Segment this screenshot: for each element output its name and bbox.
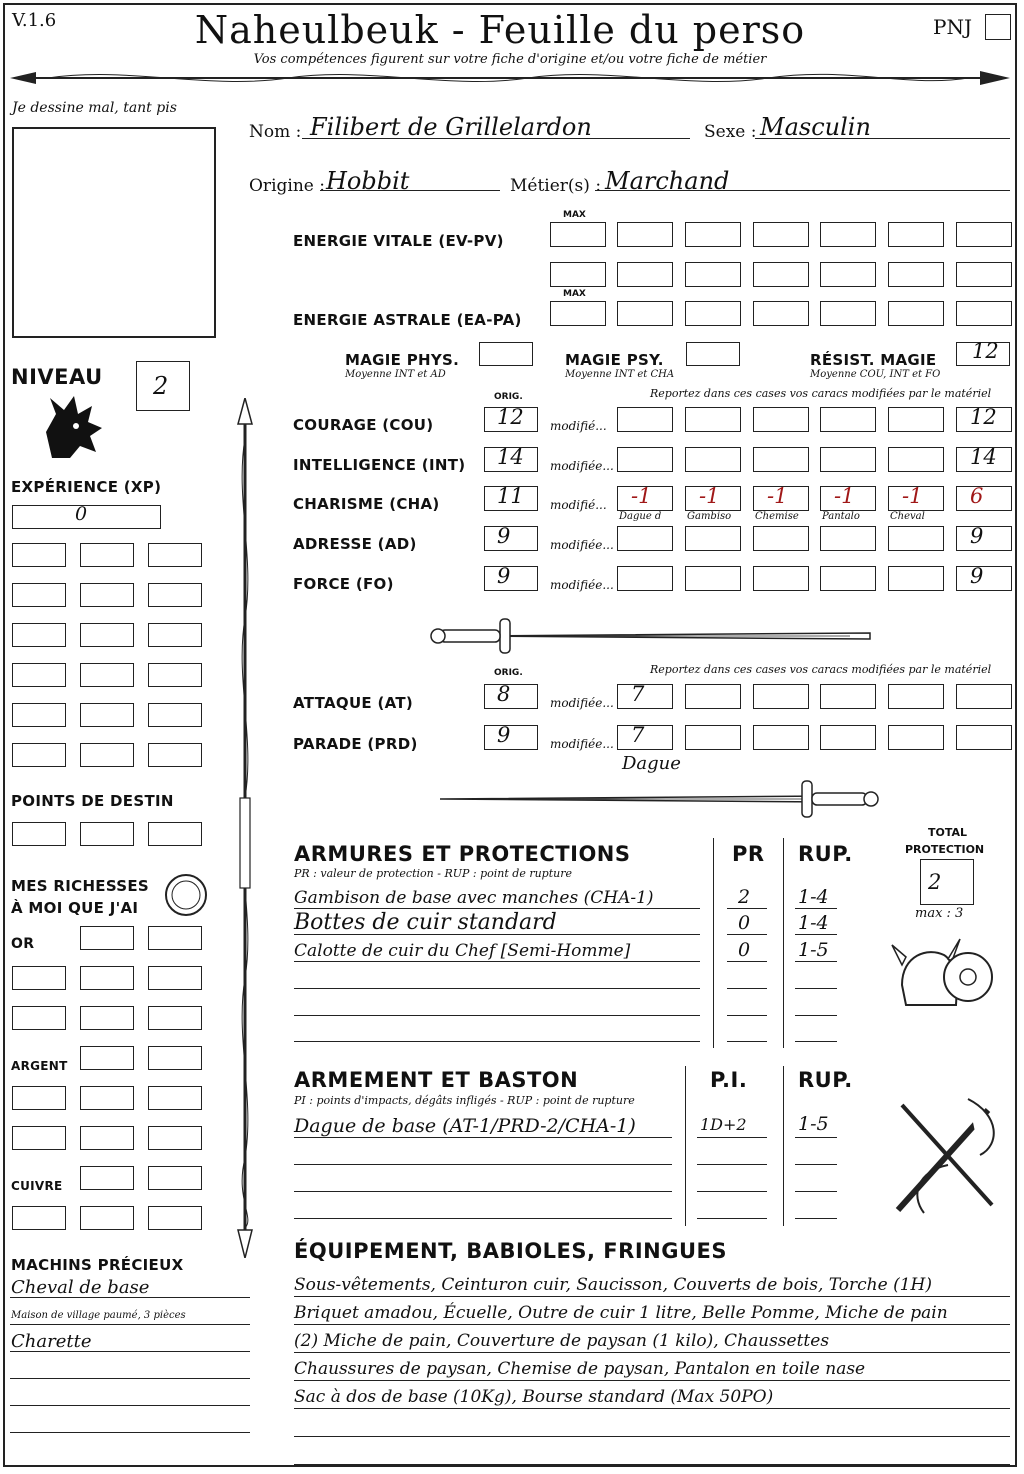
weapon-item-0[interactable]: Dague de base (AT-1/PRD-2/CHA-1) — [294, 1115, 636, 1137]
ea-box-2[interactable] — [617, 301, 673, 326]
armor-pr-line-5 — [727, 1041, 767, 1042]
resist-magie-label: RÉSIST. MAGIE — [810, 351, 937, 369]
money-cell-4-2[interactable] — [148, 1086, 202, 1110]
at-mod-label: modifiée... — [550, 696, 614, 710]
ev-box-3[interactable] — [685, 222, 741, 247]
armor-pr-line-2 — [727, 961, 767, 962]
armor-rup-line-1 — [795, 934, 837, 935]
at-cell-3[interactable] — [820, 684, 876, 709]
at-cell-0[interactable] — [617, 684, 673, 709]
ea-box-5[interactable] — [820, 301, 876, 326]
destin-label: POINTS DE DESTIN — [11, 792, 174, 810]
armor-rup-0: 1-4 — [798, 886, 829, 908]
weapon-line-1 — [294, 1164, 672, 1165]
magie-phys-note: Moyenne INT et AD — [345, 369, 446, 380]
sexe-value[interactable]: Masculin — [760, 113, 871, 141]
carac-label-2: CHARISME (CHA) — [293, 495, 440, 513]
carac-cell-value-3-5: 9 — [970, 524, 984, 548]
equip-line-6 — [294, 1464, 1010, 1465]
spear-divider-top — [8, 66, 1012, 90]
destin-box-1[interactable] — [80, 822, 134, 846]
magie-psy-label: MAGIE PSY. — [565, 351, 664, 369]
equip-line-5 — [294, 1436, 1010, 1437]
carac-orig-value-1: 14 — [497, 445, 524, 469]
cha-note-2: Chemise — [755, 511, 799, 522]
carac-orig-box-4[interactable] — [484, 566, 538, 591]
resist-magie-note: Moyenne COU, INT et FO — [810, 369, 941, 380]
nom-label: Nom : — [249, 122, 302, 142]
armor-pr-line-0 — [727, 908, 767, 909]
ea-max-label: MAX — [563, 289, 586, 299]
metier-value[interactable]: Marchand — [605, 167, 730, 195]
carac-cell-4-5[interactable] — [956, 566, 1012, 591]
equip-line-0 — [294, 1296, 1010, 1297]
ea-box-7[interactable] — [956, 301, 1012, 326]
prd-cell-5[interactable] — [956, 725, 1012, 750]
equip-item-1[interactable]: Briquet amadou, Écuelle, Outre de cuir 1 litre, Belle Pomme, Miche de pain — [294, 1303, 948, 1323]
vertical-spear-illustration — [230, 398, 260, 1258]
niveau-label: NIVEAU — [11, 365, 103, 389]
prd-cell-value-0: 7 — [631, 723, 645, 747]
ea-label: ENERGIE ASTRALE (EA-PA) — [293, 311, 522, 329]
carac-cell-0-0[interactable] — [617, 407, 673, 432]
carac-cell-3-0[interactable] — [617, 526, 673, 551]
weapon-pi-line-2 — [697, 1191, 767, 1192]
xp-cell-1-0[interactable] — [12, 583, 66, 607]
armor-rup-1: 1-4 — [798, 912, 829, 934]
weapon-pi-0: 1D+2 — [700, 1115, 747, 1134]
total-protection-label-1: TOTAL — [928, 826, 968, 839]
xp-cell-2-1[interactable] — [80, 623, 134, 647]
carac-cell-4-0[interactable] — [617, 566, 673, 591]
carac-cell-4-2[interactable] — [753, 566, 809, 591]
equip-line-1 — [294, 1324, 1010, 1325]
carac-cell-value-2-1: -1 — [699, 484, 720, 508]
combat-weapon-note: Dague — [622, 753, 681, 774]
ev2-box-6[interactable] — [888, 262, 944, 287]
carac-cell-value-2-3: -1 — [834, 484, 855, 508]
armor-rup-2: 1-5 — [798, 939, 829, 961]
carac-mod-label-3: modifiée... — [550, 538, 614, 552]
carac-cell-4-1[interactable] — [685, 566, 741, 591]
weapons-pi-header: P.I. — [710, 1068, 748, 1092]
machins-line-4 — [10, 1378, 250, 1379]
prd-cell-2[interactable] — [753, 725, 809, 750]
at-orig-box[interactable] — [484, 684, 538, 709]
at-orig-value: 8 — [497, 682, 511, 706]
ev-box-2[interactable] — [617, 222, 673, 247]
machins-line-1 — [10, 1297, 250, 1298]
equip-item-4[interactable]: Sac à dos de base (10Kg), Bourse standard (Max 50PO) — [294, 1387, 774, 1407]
carac-orig-value-4: 9 — [497, 564, 511, 588]
carac-orig-label: ORIG. — [494, 392, 523, 402]
sheet-subtitle: Vos compétences figurent sur votre fiche d'origine et/ou votre fiche de métier — [253, 52, 767, 67]
carac-cell-3-4[interactable] — [888, 526, 944, 551]
equip-item-0[interactable]: Sous-vêtements, Ceinturon cuir, Saucisson, Couverts de bois, Torche (1H) — [294, 1275, 932, 1295]
protection-max-note: max : 3 — [915, 906, 964, 921]
armor-rup-line-2 — [795, 961, 837, 962]
at-cell-4[interactable] — [888, 684, 944, 709]
armor-line-4 — [294, 1015, 700, 1016]
ev2-box-4[interactable] — [753, 262, 809, 287]
cha-note-3: Pantalo — [822, 511, 860, 522]
weapon-rup-line-2 — [795, 1191, 837, 1192]
xp-cell-3-0[interactable] — [12, 663, 66, 687]
armor-item-2[interactable]: Calotte de cuir du Chef [Semi-Homme] — [294, 941, 631, 961]
weapon-rup-0: 1-5 — [798, 1113, 829, 1135]
ev2-box-2[interactable] — [617, 262, 673, 287]
portrait-caption: Je dessine mal, tant pis — [12, 100, 177, 116]
xp-cell-5-1[interactable] — [80, 743, 134, 767]
sexe-label: Sexe : — [704, 122, 757, 142]
at-cell-2[interactable] — [753, 684, 809, 709]
ev-label: ENERGIE VITALE (EV-PV) — [293, 232, 504, 250]
armor-pr-line-1 — [727, 934, 767, 935]
money-cell-7-1[interactable] — [80, 1206, 134, 1230]
armor-item-0[interactable]: Gambison de base avec manches (CHA-1) — [294, 888, 654, 908]
equip-line-2 — [294, 1352, 1010, 1353]
xp-label: EXPÉRIENCE (XP) — [11, 478, 162, 496]
ev-box-4[interactable] — [753, 222, 809, 247]
money-cell-6-2[interactable] — [148, 1166, 202, 1190]
carac-mod-label-2: modifié... — [550, 498, 607, 512]
carac-label-1: INTELLIGENCE (INT) — [293, 456, 466, 474]
armor-pr-line-4 — [727, 1015, 767, 1016]
carac-label-0: COURAGE (COU) — [293, 416, 434, 434]
carac-cell-value-4-5: 9 — [970, 564, 984, 588]
carac-cell-0-3[interactable] — [820, 407, 876, 432]
carac-orig-value-2: 11 — [497, 484, 524, 508]
carac-cell-0-4[interactable] — [888, 407, 944, 432]
ev2-box-7[interactable] — [956, 262, 1012, 287]
armor-pr-1: 0 — [738, 912, 751, 934]
carac-cell-1-0[interactable] — [617, 447, 673, 472]
sheet-title: Naheulbeuk - Feuille du perso — [194, 8, 806, 52]
dragon-icon — [40, 392, 106, 464]
carac-report-note: Reportez dans ces cases vos caracs modifiées par le matériel — [650, 387, 992, 400]
cha-note-0: Dague d — [619, 511, 662, 522]
xp-cell-5-2[interactable] — [148, 743, 202, 767]
cha-note-1: Gambiso — [687, 511, 732, 522]
money-cell-7-0[interactable] — [12, 1206, 66, 1230]
carac-cell-value-2-4: -1 — [902, 484, 923, 508]
prd-label: PARADE (PRD) — [293, 735, 418, 753]
xp-cell-4-0[interactable] — [12, 703, 66, 727]
xp-cell-0-0[interactable] — [12, 543, 66, 567]
cuivre-label: CUIVRE — [11, 1179, 63, 1193]
armor-rup-header: RUP. — [798, 842, 853, 866]
money-cell-5-1[interactable] — [80, 1126, 134, 1150]
weapon-pi-line-3 — [697, 1218, 767, 1219]
weapon-line-3 — [294, 1218, 672, 1219]
ev-box-7[interactable] — [956, 222, 1012, 247]
weapon-line-0 — [294, 1137, 672, 1138]
carac-orig-value-3: 9 — [497, 524, 511, 548]
carac-cell-0-1[interactable] — [685, 407, 741, 432]
pnj-checkbox[interactable] — [985, 14, 1011, 40]
carac-orig-value-0: 12 — [497, 405, 524, 429]
weapons-rup-header: RUP. — [798, 1068, 853, 1092]
armor-rup-line-3 — [795, 988, 837, 989]
carac-cell-0-2[interactable] — [753, 407, 809, 432]
carac-cell-1-1[interactable] — [685, 447, 741, 472]
ev-box-1[interactable] — [550, 222, 606, 247]
ev2-box-3[interactable] — [685, 262, 741, 287]
money-cell-2-0[interactable] — [12, 1006, 66, 1030]
weapons-col-sep-2 — [783, 1066, 784, 1226]
carac-label-3: ADRESSE (AD) — [293, 535, 417, 553]
carac-cell-3-3[interactable] — [820, 526, 876, 551]
armor-col-sep-1 — [713, 838, 714, 1048]
money-cell-0-2[interactable] — [148, 926, 202, 950]
armor-line-2 — [294, 961, 700, 962]
magie-phys-label: MAGIE PHYS. — [345, 351, 460, 369]
carac-cell-3-2[interactable] — [753, 526, 809, 551]
origine-label: Origine : — [249, 176, 325, 196]
xp-cell-4-1[interactable] — [80, 703, 134, 727]
carac-cell-3-5[interactable] — [956, 526, 1012, 551]
equipment-title: ÉQUIPEMENT, BABIOLES, FRINGUES — [294, 1239, 727, 1263]
armor-col-sep-2 — [783, 838, 784, 1048]
xp-cell-0-1[interactable] — [80, 543, 134, 567]
argent-label: ARGENT — [11, 1059, 68, 1073]
prd-mod-label: modifiée... — [550, 737, 614, 751]
pnj-label: PNJ — [933, 15, 972, 39]
money-cell-6-1[interactable] — [80, 1166, 134, 1190]
xp-cell-1-2[interactable] — [148, 583, 202, 607]
armor-pr-2: 0 — [738, 939, 751, 961]
at-cell-1[interactable] — [685, 684, 741, 709]
xp-cell-2-0[interactable] — [12, 623, 66, 647]
ea-box-6[interactable] — [888, 301, 944, 326]
money-cell-1-0[interactable] — [12, 966, 66, 990]
carac-mod-label-4: modifiée... — [550, 578, 614, 592]
carac-cell-4-3[interactable] — [820, 566, 876, 591]
equip-line-3 — [294, 1380, 1010, 1381]
money-cell-5-2[interactable] — [148, 1126, 202, 1150]
weapons-col-sep-1 — [685, 1066, 686, 1226]
money-cell-0-1[interactable] — [80, 926, 134, 950]
carac-orig-box-3[interactable] — [484, 526, 538, 551]
origine-value[interactable]: Hobbit — [326, 167, 410, 195]
armor-rup-line-0 — [795, 908, 837, 909]
armor-title: ARMURES ET PROTECTIONS — [294, 842, 631, 866]
magie-phys-box[interactable] — [479, 342, 533, 366]
cha-note-4: Cheval — [890, 511, 925, 522]
weapons-title: ARMEMENT ET BASTON — [294, 1068, 579, 1092]
ea-box-4[interactable] — [753, 301, 809, 326]
metier-underline — [595, 190, 1010, 191]
weapon-rup-line-0 — [795, 1137, 837, 1138]
equip-item-2[interactable]: (2) Miche de pain, Couverture de paysan (1 kilo), Chaussettes — [294, 1331, 830, 1351]
armor-line-5 — [294, 1041, 700, 1042]
money-cell-4-0[interactable] — [12, 1086, 66, 1110]
machins-item-2[interactable]: Maison de village paumé, 3 pièces — [11, 1310, 186, 1321]
weapon-line-2 — [294, 1191, 672, 1192]
money-cell-2-2[interactable] — [148, 1006, 202, 1030]
ev-box-5[interactable] — [820, 222, 876, 247]
machins-line-6 — [10, 1432, 250, 1433]
ev-max-label: MAX — [563, 210, 586, 220]
at-cell-5[interactable] — [956, 684, 1012, 709]
armor-pr-line-3 — [727, 988, 767, 989]
sword-illustration-2 — [430, 778, 880, 820]
armor-pr-header: PR — [732, 842, 765, 866]
xp-cell-3-2[interactable] — [148, 663, 202, 687]
prd-cell-4[interactable] — [888, 725, 944, 750]
prd-cell-0[interactable] — [617, 725, 673, 750]
xp-cell-2-2[interactable] — [148, 623, 202, 647]
carac-cell-value-0-5: 12 — [970, 405, 997, 429]
magie-psy-box[interactable] — [686, 342, 740, 366]
carac-cell-2-5[interactable] — [956, 486, 1012, 511]
carac-cell-1-3[interactable] — [820, 447, 876, 472]
armor-rup-line-4 — [795, 1015, 837, 1016]
prd-orig-box[interactable] — [484, 725, 538, 750]
combat-orig-label: ORIG. — [494, 668, 523, 678]
version-label: V.1.6 — [12, 10, 57, 31]
ev-box-6[interactable] — [888, 222, 944, 247]
destin-box-2[interactable] — [148, 822, 202, 846]
weapon-pi-line-1 — [697, 1164, 767, 1165]
equip-item-3[interactable]: Chaussures de paysan, Chemise de paysan, Pantalon en toile nase — [294, 1359, 866, 1379]
weapon-rup-line-3 — [795, 1218, 837, 1219]
xp-cell-1-1[interactable] — [80, 583, 134, 607]
machins-item-1[interactable]: Cheval de base — [11, 1277, 150, 1298]
at-cell-value-0: 7 — [631, 682, 645, 706]
carac-mod-label-0: modifié... — [550, 419, 607, 433]
money-cell-5-0[interactable] — [12, 1126, 66, 1150]
weapons-note: PI : points d'impacts, dégâts infligés - RUP : point de rupture — [294, 1094, 635, 1107]
carac-cell-1-4[interactable] — [888, 447, 944, 472]
xp-cell-4-2[interactable] — [148, 703, 202, 727]
equip-line-4 — [294, 1408, 1010, 1409]
machins-line-3 — [10, 1351, 250, 1352]
money-cell-2-1[interactable] — [80, 1006, 134, 1030]
carac-cell-value-2-5: 6 — [970, 484, 984, 508]
sexe-underline — [755, 138, 1010, 139]
prd-orig-value: 9 — [497, 723, 511, 747]
magie-psy-note: Moyenne INT et CHA — [565, 369, 675, 380]
carac-cell-value-2-2: -1 — [767, 484, 788, 508]
coin-icon — [163, 872, 209, 918]
at-label: ATTAQUE (AT) — [293, 694, 414, 712]
nom-underline — [302, 138, 690, 139]
origine-underline — [320, 190, 500, 191]
carac-cell-4-4[interactable] — [888, 566, 944, 591]
resist-magie-value: 12 — [972, 339, 999, 363]
armor-item-1[interactable]: Bottes de cuir standard — [294, 910, 557, 935]
money-cell-3-2[interactable] — [148, 1046, 202, 1070]
metier-label: Métier(s) : — [510, 176, 602, 196]
total-protection-value: 2 — [928, 870, 942, 894]
crossed-weapons-icon — [888, 1095, 1008, 1220]
xp-cell-3-1[interactable] — [80, 663, 134, 687]
carac-cell-value-2-0: -1 — [631, 484, 652, 508]
xp-cell-0-2[interactable] — [148, 543, 202, 567]
carac-label-4: FORCE (FO) — [293, 575, 394, 593]
armor-line-0 — [294, 908, 700, 909]
carac-cell-value-1-5: 14 — [970, 445, 997, 469]
money-cell-7-2[interactable] — [148, 1206, 202, 1230]
nom-value[interactable]: Filibert de Grillelardon — [310, 113, 592, 141]
or-label: OR — [11, 936, 35, 952]
ev-row2-box-1[interactable] — [550, 262, 606, 287]
richesses-label-2: À MOI QUE J'AI — [11, 899, 139, 917]
ea-box-3[interactable] — [685, 301, 741, 326]
armor-line-3 — [294, 988, 700, 989]
machins-line-2 — [10, 1324, 250, 1325]
total-protection-label-2: PROTECTION — [905, 843, 985, 856]
destin-box-0[interactable] — [12, 822, 66, 846]
weapon-pi-line-0 — [697, 1137, 767, 1138]
carac-cell-3-1[interactable] — [685, 526, 741, 551]
weapon-rup-line-1 — [795, 1164, 837, 1165]
machins-line-5 — [10, 1405, 250, 1406]
armor-rup-line-5 — [795, 1041, 837, 1042]
prd-cell-3[interactable] — [820, 725, 876, 750]
richesses-label-1: MES RICHESSES — [11, 877, 150, 895]
prd-cell-1[interactable] — [685, 725, 741, 750]
helmet-shield-icon — [888, 925, 998, 1025]
money-cell-4-1[interactable] — [80, 1086, 134, 1110]
armor-pr-0: 2 — [738, 886, 751, 908]
armor-note: PR : valeur de protection - RUP : point de rupture — [294, 867, 572, 880]
niveau-value: 2 — [153, 372, 169, 400]
money-cell-1-2[interactable] — [148, 966, 202, 990]
sword-illustration-1 — [430, 615, 880, 657]
carac-cell-1-2[interactable] — [753, 447, 809, 472]
ev2-box-5[interactable] — [820, 262, 876, 287]
ea-box-1[interactable] — [550, 301, 606, 326]
xp-cell-5-0[interactable] — [12, 743, 66, 767]
money-cell-3-1[interactable] — [80, 1046, 134, 1070]
xp-value: 0 — [75, 503, 88, 525]
combat-report-note: Reportez dans ces cases vos caracs modifiées par le matériel — [650, 663, 992, 676]
money-cell-1-1[interactable] — [80, 966, 134, 990]
carac-mod-label-1: modifiée... — [550, 459, 614, 473]
machins-item-3[interactable]: Charette — [11, 1331, 92, 1352]
machins-label: MACHINS PRÉCIEUX — [11, 1256, 184, 1274]
portrait-box[interactable] — [12, 127, 216, 338]
